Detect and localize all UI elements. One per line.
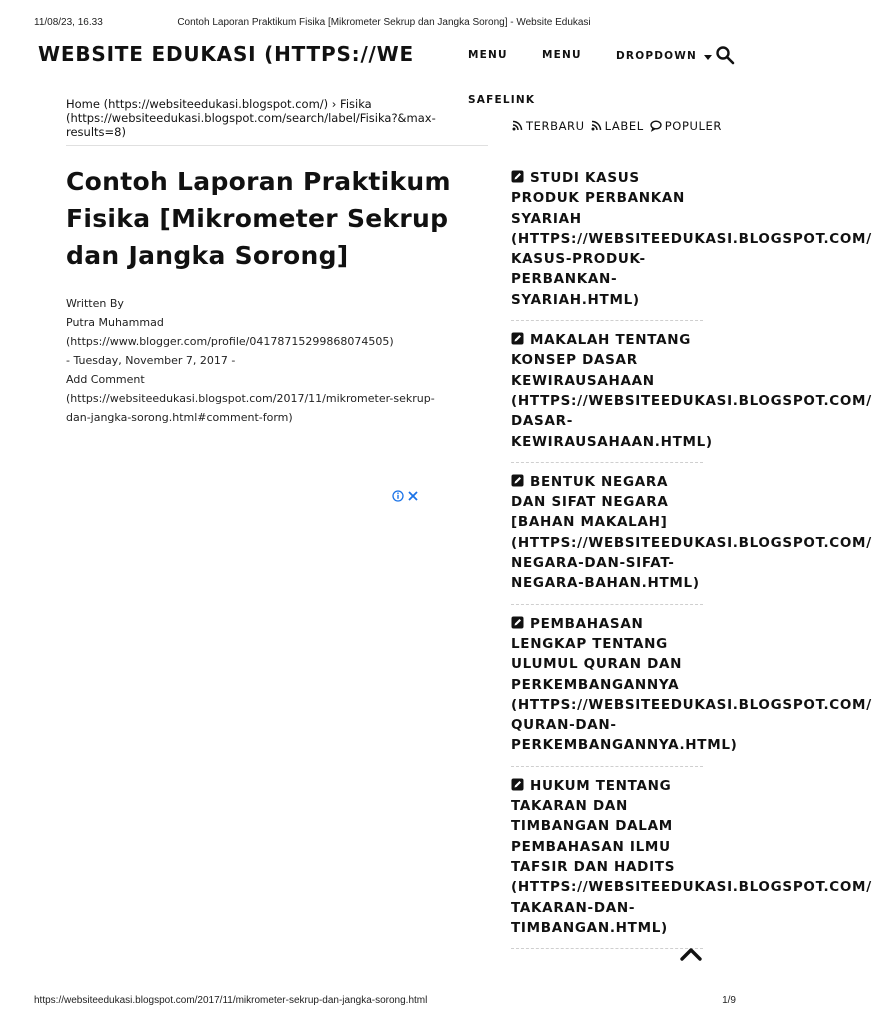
post-link-line[interactable]: (HTTPS://WEBSITEEDUKASI.BLOGSPOT.COM/ [511, 696, 872, 713]
breadcrumb-line[interactable]: results=8) [66, 125, 126, 139]
post-link-line[interactable]: SYARIAH [511, 210, 582, 227]
chevron-down-icon[interactable] [704, 55, 712, 60]
sidebar-post-item[interactable] [511, 330, 872, 452]
nav-dropdown[interactable]: DROPDOWN [616, 50, 698, 62]
tab-label: LABEL [604, 119, 644, 133]
nav-safelink[interactable]: SAFELINK [468, 94, 536, 106]
post-link-line[interactable]: TIMBANGAN DALAM [511, 818, 673, 835]
post-link-line[interactable]: (HTTPS://WEBSITEEDUKASI.BLOGSPOT.COM/ [511, 879, 872, 896]
post-link-line[interactable]: PRODUK PERBANKAN [511, 190, 686, 207]
sidebar-post-item[interactable] [511, 168, 872, 310]
post-link-line[interactable]: BENTUK NEGARA [530, 473, 669, 490]
post-link-line[interactable]: MAKALAH TENTANG [530, 332, 692, 349]
post-link-line[interactable]: (HTTPS://WEBSITEEDUKASI.BLOGSPOT.COM/ [511, 392, 872, 409]
post-link-line[interactable]: KEWIRAUSAHAAN [511, 372, 655, 389]
edit-icon [511, 170, 524, 183]
add-comment-link[interactable]: Add Comment [66, 373, 145, 386]
edit-icon [511, 332, 524, 345]
tab-terbaru[interactable] [512, 119, 585, 133]
post-title [66, 163, 466, 274]
post-link-line[interactable]: LENGKAP TENTANG [511, 635, 668, 652]
sidebar-divider [511, 320, 703, 321]
nav-menu-1[interactable]: MENU [468, 49, 508, 61]
comment-icon [650, 120, 662, 131]
post-title-line: dan Jangka Sorong] [66, 241, 349, 270]
post-link-line[interactable]: DAN SIFAT NEGARA [511, 494, 669, 511]
post-link-line[interactable]: NEGARA-DAN-SIFAT- [511, 555, 675, 572]
search-icon[interactable] [715, 45, 735, 65]
post-link-line[interactable]: TAFSIR DAN HADITS [511, 858, 676, 875]
breadcrumb-line[interactable]: Home (https://websiteedukasi.blogspot.com/) › Fisika [66, 97, 372, 111]
breadcrumb-line[interactable]: (https://websiteedukasi.blogspot.com/search/label/Fisika?&max- [66, 111, 436, 125]
post-link-line[interactable]: TAKARAN-DAN- [511, 899, 636, 916]
post-link-line[interactable]: NEGARA-BAHAN.HTML) [511, 575, 700, 592]
post-title-line: Contoh Laporan Praktikum [66, 167, 451, 196]
post-link-line[interactable]: (HTTPS://WEBSITEEDUKASI.BLOGSPOT.COM/ [511, 534, 872, 551]
rss-icon [512, 120, 523, 131]
tab-label: TERBARU [526, 119, 585, 133]
post-meta [66, 294, 476, 427]
print-url: https://websiteedukasi.blogspot.com/2017/11/mikrometer-sekrup-dan-jangka-sorong.html [34, 995, 428, 1006]
post-link-line[interactable]: PERBANKAN- [511, 271, 618, 288]
page-number: 1/9 [722, 995, 736, 1006]
written-by-label: Written By [66, 297, 124, 310]
author-url[interactable]: (https://www.blogger.com/profile/04178715299868074505) [66, 335, 394, 348]
sidebar-post-item[interactable] [511, 614, 872, 756]
sidebar-divider [511, 604, 703, 605]
post-link-line[interactable]: KASUS-PRODUK- [511, 251, 646, 268]
sidebar-post-item[interactable] [511, 776, 872, 938]
comment-url[interactable]: (https://websiteedukasi.blogspot.com/2017/11/mikrometer-sekrup- [66, 392, 435, 405]
post-link-line[interactable]: TAKARAN DAN [511, 798, 629, 815]
sidebar-divider [511, 948, 703, 949]
post-link-line[interactable]: DASAR- [511, 413, 574, 430]
sidebar-post-list [511, 168, 872, 949]
post-link-line[interactable]: SYARIAH.HTML) [511, 291, 640, 308]
sidebar-post-item[interactable] [511, 472, 872, 594]
breadcrumb-divider [66, 145, 488, 146]
rss-icon [591, 120, 602, 131]
post-title-line: Fisika [Mikrometer Sekrup [66, 204, 449, 233]
post-link-line[interactable]: HUKUM TENTANG [530, 777, 672, 794]
post-link-line[interactable]: PEMBAHASAN ILMU [511, 838, 671, 855]
print-header [0, 17, 768, 31]
comment-url[interactable]: dan-jangka-sorong.html#comment-form) [66, 411, 293, 424]
sidebar-tabs [512, 119, 722, 135]
post-link-line[interactable]: KONSEP DASAR [511, 352, 638, 369]
ad-choices-icon[interactable] [392, 489, 422, 503]
tab-populer[interactable] [650, 119, 722, 133]
print-date: 11/08/23, 16.33 [34, 17, 103, 28]
tab-label: POPULER [664, 119, 722, 133]
edit-icon [511, 616, 524, 629]
post-link-line[interactable]: PERKEMBANGANNYA [511, 676, 680, 693]
post-link-line[interactable]: ULUMUL QURAN DAN [511, 656, 683, 673]
post-link-line[interactable]: KEWIRAUSAHAAN.HTML) [511, 433, 713, 450]
print-page-title: Contoh Laporan Praktikum Fisika [Mikrometer Sekrup dan Jangka Sorong] - Website Edukasi [177, 17, 591, 28]
sidebar-divider [511, 462, 703, 463]
post-link-line[interactable]: (HTTPS://WEBSITEEDUKASI.BLOGSPOT.COM/ [511, 230, 872, 247]
author-link[interactable]: Putra Muhammad [66, 316, 164, 329]
breadcrumb [66, 97, 468, 139]
post-link-line[interactable]: TIMBANGAN.HTML) [511, 919, 668, 936]
print-footer [0, 995, 768, 1009]
nav-menu-2[interactable]: MENU [542, 49, 582, 61]
post-link-line[interactable]: PERKEMBANGANNYA.HTML) [511, 737, 738, 754]
edit-icon [511, 778, 524, 791]
post-date: - Tuesday, November 7, 2017 - [66, 354, 236, 367]
post-link-line[interactable]: QURAN-DAN- [511, 717, 617, 734]
edit-icon [511, 474, 524, 487]
tab-label-tab[interactable] [591, 119, 644, 133]
post-link-line[interactable]: [BAHAN MAKALAH] [511, 514, 668, 531]
post-link-line[interactable]: STUDI KASUS [530, 170, 640, 186]
sidebar-divider [511, 766, 703, 767]
site-title[interactable]: WEBSITE EDUKASI (HTTPS://WE [38, 42, 414, 66]
chevron-up-icon[interactable] [679, 946, 703, 962]
post-link-line[interactable]: PEMBAHASAN [530, 615, 644, 632]
